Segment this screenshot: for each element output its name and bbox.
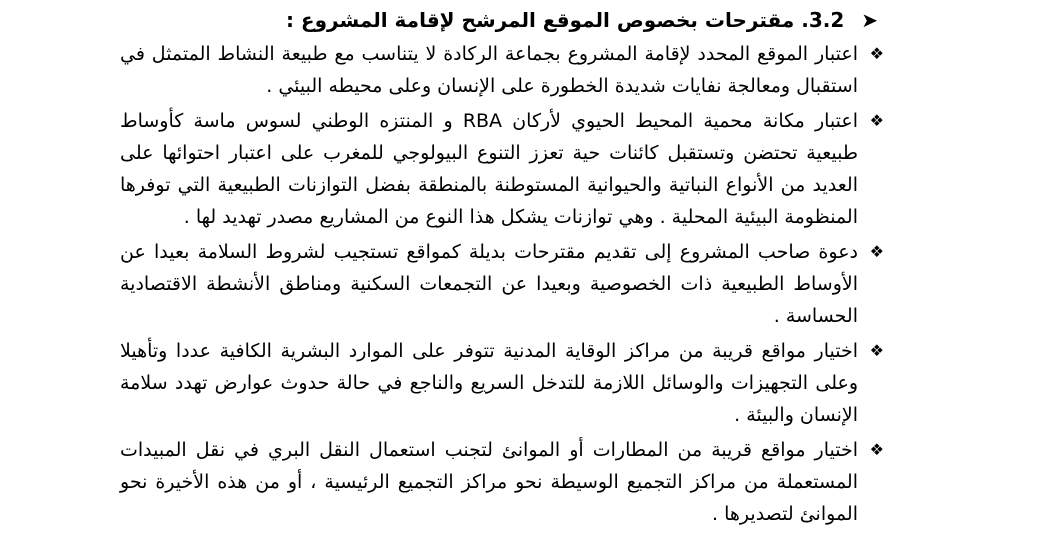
- list-item: [120, 105, 888, 233]
- section-heading-text: 3.2. مقترحات بخصوص الموقع المرشح لإقامة المشروع :: [285, 8, 845, 32]
- list-item: [120, 335, 888, 431]
- list-item: [120, 434, 888, 530]
- list-item-text: اعتبار مكانة محمية المحيط الحيوي لأركان RBA و المنتزه الوطني لسوس ماسة كأوساط طبيعية تحتضن وتستقبل كائنات حية تعزز التنوع البيولوجي للمغرب على اعتبار احتوائها على العديد من الأنواع النباتية والحيوانية المستوطنة بالمنطقة بفضل التوازنات الطبيعية التي توفرها المنظومة البيئية المحلية . وهي توازنات يشكل هذا النوع من المشاريع مصدر تهديد لها .: [120, 110, 858, 228]
- recommendations-list: [120, 38, 888, 530]
- list-item-text: دعوة صاحب المشروع إلى تقديم مقترحات بديلة كمواقع تستجيب لشروط السلامة بعيدا عن الأوساط الطبيعية ذات الخصوصية وبعيدا عن التجمعات السكنية ومناطق الأنشطة الاقتصادية الحساسة .: [120, 241, 858, 327]
- list-item: [120, 38, 888, 102]
- list-item-text: اختيار مواقع قريبة من مراكز الوقاية المدنية تتوفر على الموارد البشرية الكافية عددا وتأهيلا وعلى التجهيزات والوسائل اللازمة للتدخل السريع والناجع في حالة حدوث عوارض تهدد سلامة الإنسان والبيئة .: [120, 340, 858, 426]
- list-item-text: اختيار مواقع قريبة من المطارات أو الموانئ لتجنب استعمال النقل البري في نقل المبيدات المستعملة من مراكز التجميع الوسيطة نحو مراكز التجميع الرئيسية ، أو من هذه الأخيرة نحو الموانئ لتصديرها .: [120, 439, 858, 525]
- document-page: [120, 4, 888, 533]
- four-diamond-bullet-icon: ❖: [869, 44, 884, 63]
- four-diamond-bullet-icon: ❖: [869, 440, 884, 459]
- section-heading: [120, 4, 888, 36]
- list-item: [120, 236, 888, 332]
- four-diamond-bullet-icon: ❖: [869, 242, 884, 261]
- arrow-bullet-icon: ➤: [861, 8, 878, 32]
- four-diamond-bullet-icon: ❖: [869, 341, 884, 360]
- list-item-text: اعتبار الموقع المحدد لإقامة المشروع بجماعة الركادة لا يتناسب مع طبيعة النشاط المتمثل في استقبال ومعالجة نفايات شديدة الخطورة على الإنسان وعلى محيطه البيئي .: [120, 43, 858, 97]
- four-diamond-bullet-icon: ❖: [869, 111, 884, 130]
